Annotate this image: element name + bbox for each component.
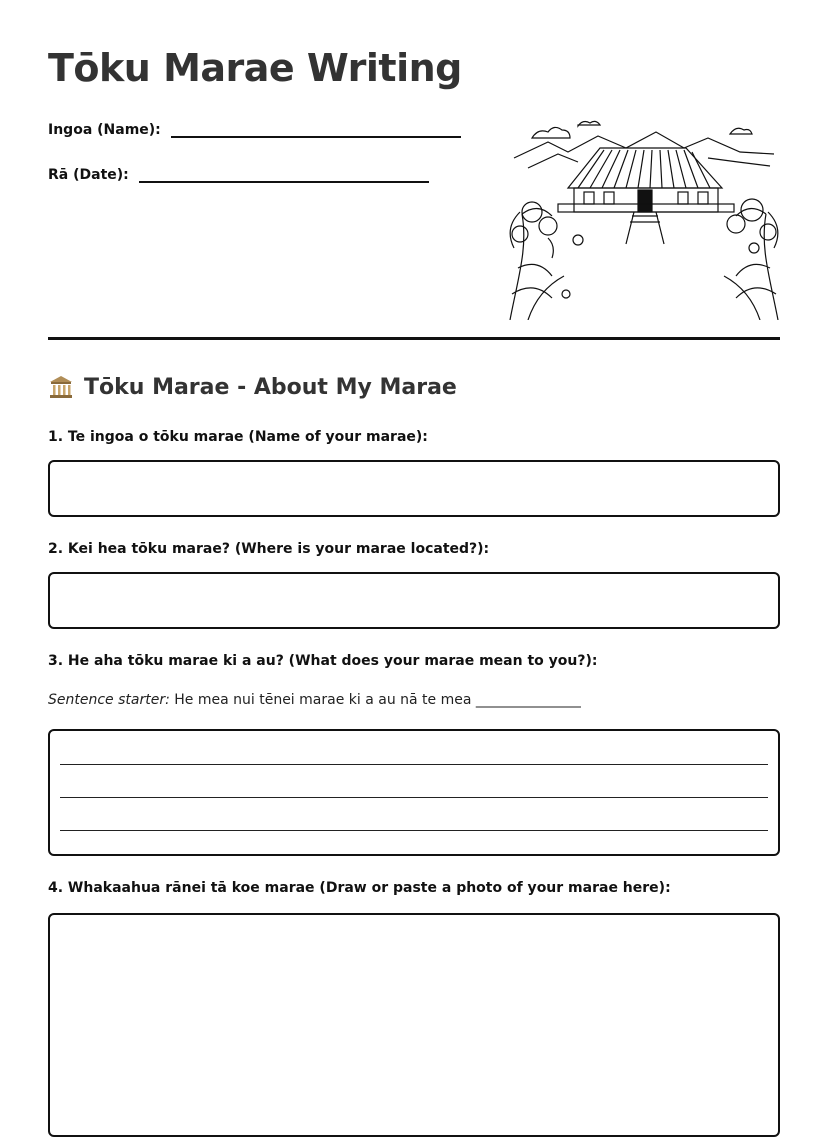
question-4-label: 4. Whakaahua rānei tā koe marae (Draw or paste a photo of your marae here): (48, 880, 671, 896)
question-2-answer-box[interactable] (48, 572, 780, 629)
drawing-area-box[interactable] (48, 913, 780, 1137)
marae-illustration (508, 118, 780, 320)
header-divider (48, 337, 780, 340)
question-3-answer-box[interactable] (48, 729, 780, 856)
page-title: Tōku Marae Writing (48, 46, 462, 90)
writing-line (60, 764, 768, 765)
question-3-label: 3. He aha tōku marae ki a au? (What does your marae mean to you?): (48, 653, 598, 669)
plant-left (510, 208, 564, 320)
mountains (514, 132, 774, 158)
question-1-label: 1. Te ingoa o tōku marae (Name of your marae): (48, 429, 428, 445)
question-1-answer-box[interactable] (48, 460, 780, 517)
section-title (48, 374, 457, 400)
plant-right (724, 208, 778, 320)
section-title-text: Tōku Marae - About My Marae (84, 374, 457, 400)
sentence-starter (48, 692, 581, 708)
date-label: Rā (Date): (48, 167, 129, 183)
classical-building-icon (48, 374, 74, 400)
cloud-middle (578, 121, 600, 126)
sentence-starter-prefix: Sentence starter: (48, 692, 170, 708)
cloud-left (532, 127, 570, 138)
sentence-starter-text: He mea nui tēnei marae ki a au nā te mea _______________ (174, 692, 581, 708)
name-input-line[interactable] (171, 118, 461, 138)
writing-line (60, 830, 768, 831)
date-input-line[interactable] (139, 163, 429, 183)
writing-line (60, 797, 768, 798)
question-2-label: 2. Kei hea tōku marae? (Where is your marae located?): (48, 541, 490, 557)
name-label: Ingoa (Name): (48, 122, 161, 138)
marae-path (626, 212, 664, 244)
name-field-row (48, 118, 461, 138)
cloud-right (730, 128, 752, 134)
date-field-row (48, 163, 429, 183)
